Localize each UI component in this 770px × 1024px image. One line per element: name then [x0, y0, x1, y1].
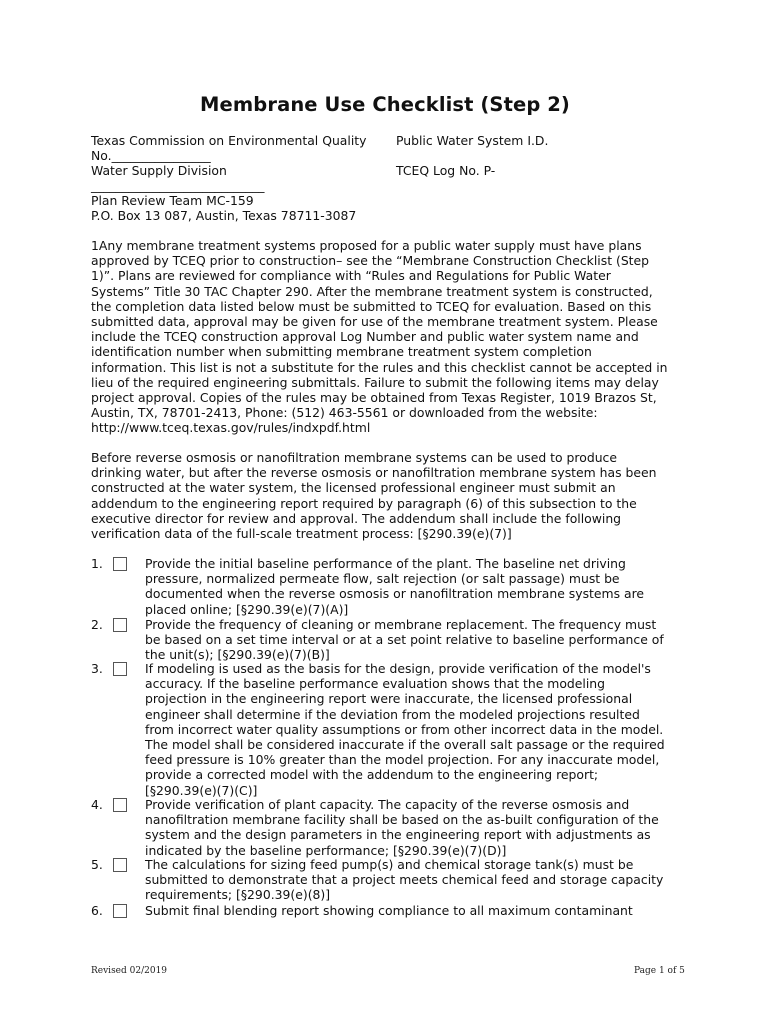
intro-paragraph: [91, 238, 691, 436]
item-text-line: Provide the frequency of cleaning or membrane replacement. The frequency must: [145, 617, 657, 632]
item-text-line: indicated by the baseline performance; [§290.39(e)(7)(D)]: [145, 842, 507, 858]
paragraph-line: Before reverse osmosis or nanofiltration membrane systems can be used to produce: [91, 450, 617, 465]
item-checkbox[interactable]: [113, 798, 127, 812]
signature-underline: ____________________________: [91, 178, 265, 193]
item-text-line: engineer shall determine if the deviation from the modeled projections resulted: [145, 706, 640, 722]
item-text-line: placed online; [§290.39(e)(7)(A)]: [145, 601, 349, 617]
item-text: [145, 661, 685, 798]
page-number: Page 1 of 5: [634, 966, 685, 976]
item-number: 1.: [91, 556, 103, 571]
item-text-line: provide a corrected model with the addendum to the engineering report;: [145, 767, 599, 783]
item-text-line: documented when the reverse osmosis or nanofiltration membrane systems are: [145, 586, 645, 602]
revision-date: Revised 02/2019: [91, 966, 168, 976]
review-team: Plan Review Team MC-159: [91, 193, 254, 208]
item-number: 4.: [91, 797, 103, 812]
tceq-log-label: TCEQ Log No. P-: [396, 163, 496, 178]
agency-name: Texas Commission on Environmental Quality: [91, 133, 367, 148]
item-checkbox[interactable]: [113, 662, 127, 676]
item-text-line: Submit final blending report showing compliance to all maximum contaminant: [145, 903, 633, 918]
item-text: [145, 903, 685, 918]
item-text-line: Provide the initial baseline performance of the plant. The baseline net driving: [145, 556, 626, 571]
item-text-line: The calculations for sizing feed pump(s) and chemical storage tank(s) must be: [145, 857, 634, 872]
item-text: [145, 556, 685, 617]
item-text-line: the unit(s); [§290.39(e)(7)(B)]: [145, 647, 330, 663]
item-number: 6.: [91, 903, 103, 918]
paragraph-line: 1Any membrane treatment systems proposed for a public water supply must have plans: [91, 238, 642, 253]
paragraph-line: include the TCEQ construction approval Log Number and public water system name and: [91, 329, 639, 345]
item-text-line: submitted to demonstrate that a project meets chemical feed and storage capacity: [145, 872, 664, 888]
mailing-address: P.O. Box 13 087, Austin, Texas 78711-3087: [91, 208, 357, 223]
paragraph-line: Systems” Title 30 TAC Chapter 290. After the membrane treatment system is constructed,: [91, 283, 653, 299]
item-text: [145, 617, 685, 663]
item-text-line: from incorrect water quality assumptions or from other incorrect data in the model.: [145, 721, 664, 737]
item-number: 5.: [91, 857, 103, 872]
paragraph-line: approved by TCEQ prior to construction– see the “Membrane Construction Checklist (Step: [91, 253, 650, 269]
item-text-line: The model shall be considered inaccurate if the overall salt passage or the required: [145, 737, 665, 753]
item-text-line: Provide verification of plant capacity. The capacity of the reverse osmosis and: [145, 797, 630, 812]
item-text: [145, 857, 685, 903]
item-checkbox[interactable]: [113, 557, 127, 571]
paragraph-line: submitted data, approval may be given for use of the membrane treatment system. Please: [91, 314, 658, 330]
paragraph-line: executive director for review and approval. The addendum shall include the following: [91, 510, 622, 526]
paragraph-line: drinking water, but after the reverse osmosis or nanofiltration membrane system has been: [91, 465, 657, 481]
item-text-line: system and the design parameters in the engineering report with adjustments as: [145, 827, 651, 843]
paragraph-line: Austin, TX, 78701-2413, Phone: (512) 463-5561 or downloaded from the website:: [91, 405, 598, 421]
addendum-paragraph: [91, 450, 691, 541]
paragraph-line: verification data of the full-scale treatment process: [§290.39(e)(7)]: [91, 526, 512, 542]
item-text: [145, 797, 685, 858]
page-title: Membrane Use Checklist (Step 2): [200, 93, 570, 116]
item-text-line: If modeling is used as the basis for the design, provide verification of the model's: [145, 661, 651, 676]
item-checkbox[interactable]: [113, 618, 127, 632]
pws-id-label: Public Water System I.D.: [396, 133, 549, 148]
item-text-line: requirements; [§290.39(e)(8)]: [145, 887, 331, 903]
item-text-line: feed pressure is 10% greater than the model projection. For any inaccurate model,: [145, 752, 660, 768]
paragraph-line: project approval. Copies of the rules may be obtained from Texas Register, 1019 Brazos St,: [91, 390, 657, 406]
item-checkbox[interactable]: [113, 904, 127, 918]
item-text-line: projection in the engineering report were inaccurate, the licensed professional: [145, 691, 633, 707]
paragraph-line: http://www.tceq.texas.gov/rules/indxpdf.html: [91, 420, 371, 436]
item-number: 3.: [91, 661, 103, 676]
paragraph-line: information. This list is not a substitute for the rules and this checklist cannot be accepted in: [91, 359, 668, 375]
item-text-line: accuracy. If the baseline performance evaluation shows that the modeling: [145, 676, 606, 692]
item-checkbox[interactable]: [113, 858, 127, 872]
item-text-line: [§290.39(e)(7)(C)]: [145, 782, 258, 798]
number-label: No.________________: [91, 148, 211, 163]
paragraph-line: addendum to the engineering report required by paragraph (6) of this subsection to the: [91, 495, 637, 511]
item-text-line: pressure, normalized permeate flow, salt rejection (or salt passage) must be: [145, 571, 620, 587]
paragraph-line: constructed at the water system, the licensed professional engineer must submit an: [91, 480, 616, 496]
paragraph-line: 1)”. Plans are reviewed for compliance with “Rules and Regulations for Public Water: [91, 268, 611, 284]
paragraph-line: lieu of the required engineering submittals. Failure to submit the following items may delay: [91, 374, 659, 390]
item-text-line: nanofiltration membrane facility shall be based on the as-built configuration of the: [145, 812, 659, 828]
paragraph-line: identification number when submitting membrane treatment system completion: [91, 344, 592, 360]
paragraph-line: the completion data listed below must be submitted to TCEQ for evaluation. Based on this: [91, 298, 652, 314]
item-number: 2.: [91, 617, 103, 632]
item-text-line: be based on a set time interval or at a set point relative to baseline performance of: [145, 632, 664, 648]
division-name: Water Supply Division: [91, 163, 227, 178]
